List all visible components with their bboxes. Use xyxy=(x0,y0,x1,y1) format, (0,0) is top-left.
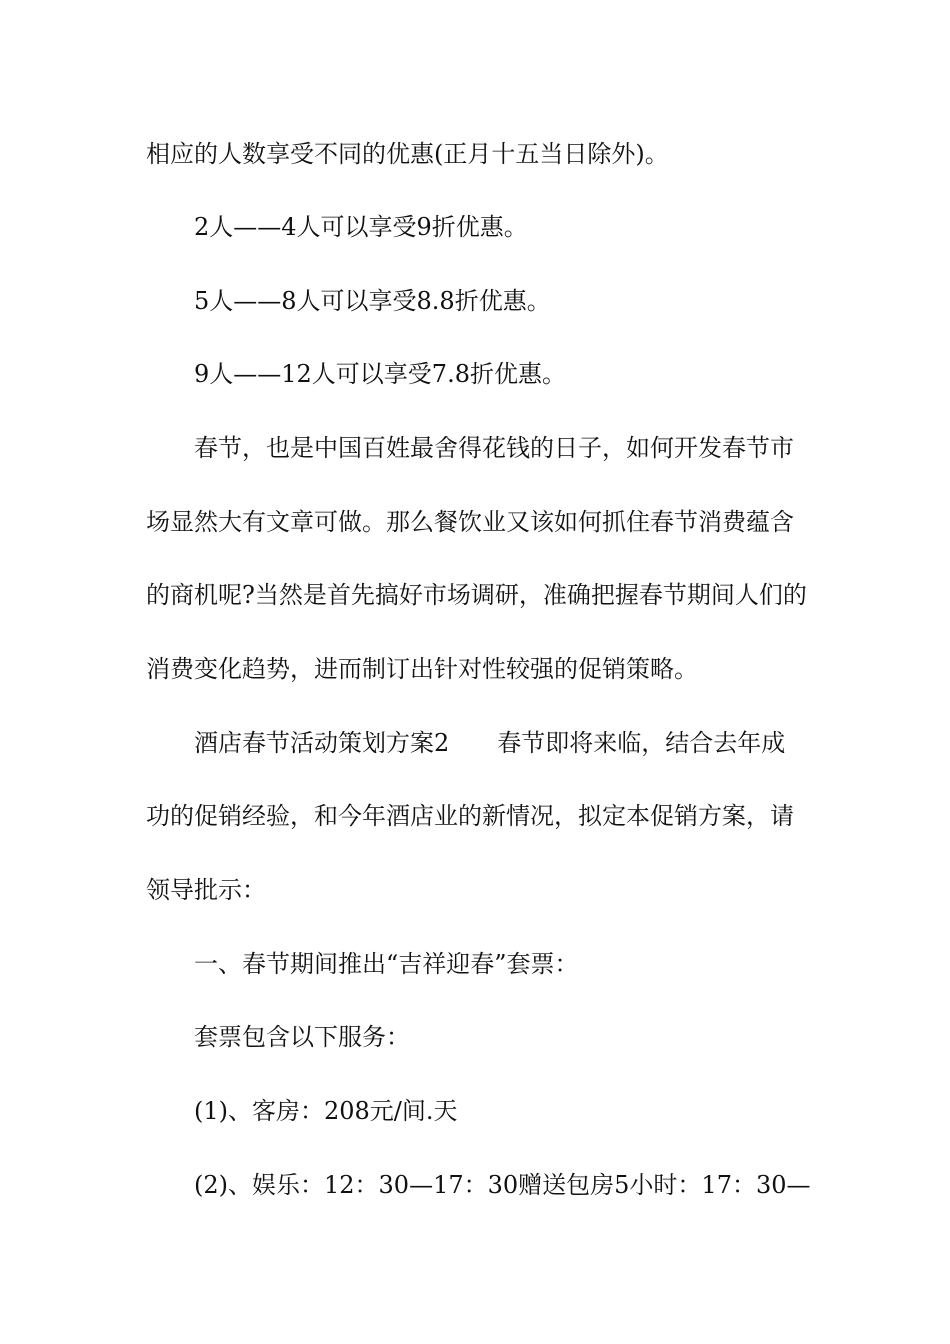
text-line: 套票包含以下服务： xyxy=(194,1023,410,1051)
text-line: 9人——12人可以享受7.8折优惠。 xyxy=(194,360,566,388)
text-line: 5人——8人可以享受8.8折优惠。 xyxy=(194,287,551,315)
text-line: 领导批示： xyxy=(146,876,266,904)
text-line: 一、春节期间推出“吉祥迎春”套票： xyxy=(194,950,579,978)
text-line: (2)、娱乐：12：30—17：30赠送包房5小时：17：30— xyxy=(194,1171,811,1199)
text-line: 功的促销经验，和今年酒店业的新情况，拟定本促销方案，请 xyxy=(146,802,794,830)
text-line: 的商机呢?当然是首先搞好市场调研，准确把握春节期间人们的 xyxy=(146,581,807,609)
text-line: 2人——4人可以享受9折优惠。 xyxy=(194,213,528,241)
text-line: 春节，也是中国百姓最舍得花钱的日子，如何开发春节市 xyxy=(194,434,794,462)
text-line: 消费变化趋势，进而制订出针对性较强的促销策略。 xyxy=(146,655,698,683)
text-line: 酒店春节活动策划方案2 春节即将来临，结合去年成 xyxy=(194,729,786,757)
text-line: 相应的人数享受不同的优惠(正月十五当日除外)。 xyxy=(146,140,669,168)
text-line: (1)、客房：208元/间.天 xyxy=(194,1097,458,1125)
text-line: 场显然大有文章可做。那么餐饮业又该如何抓住春节消费蕴含 xyxy=(146,508,794,536)
